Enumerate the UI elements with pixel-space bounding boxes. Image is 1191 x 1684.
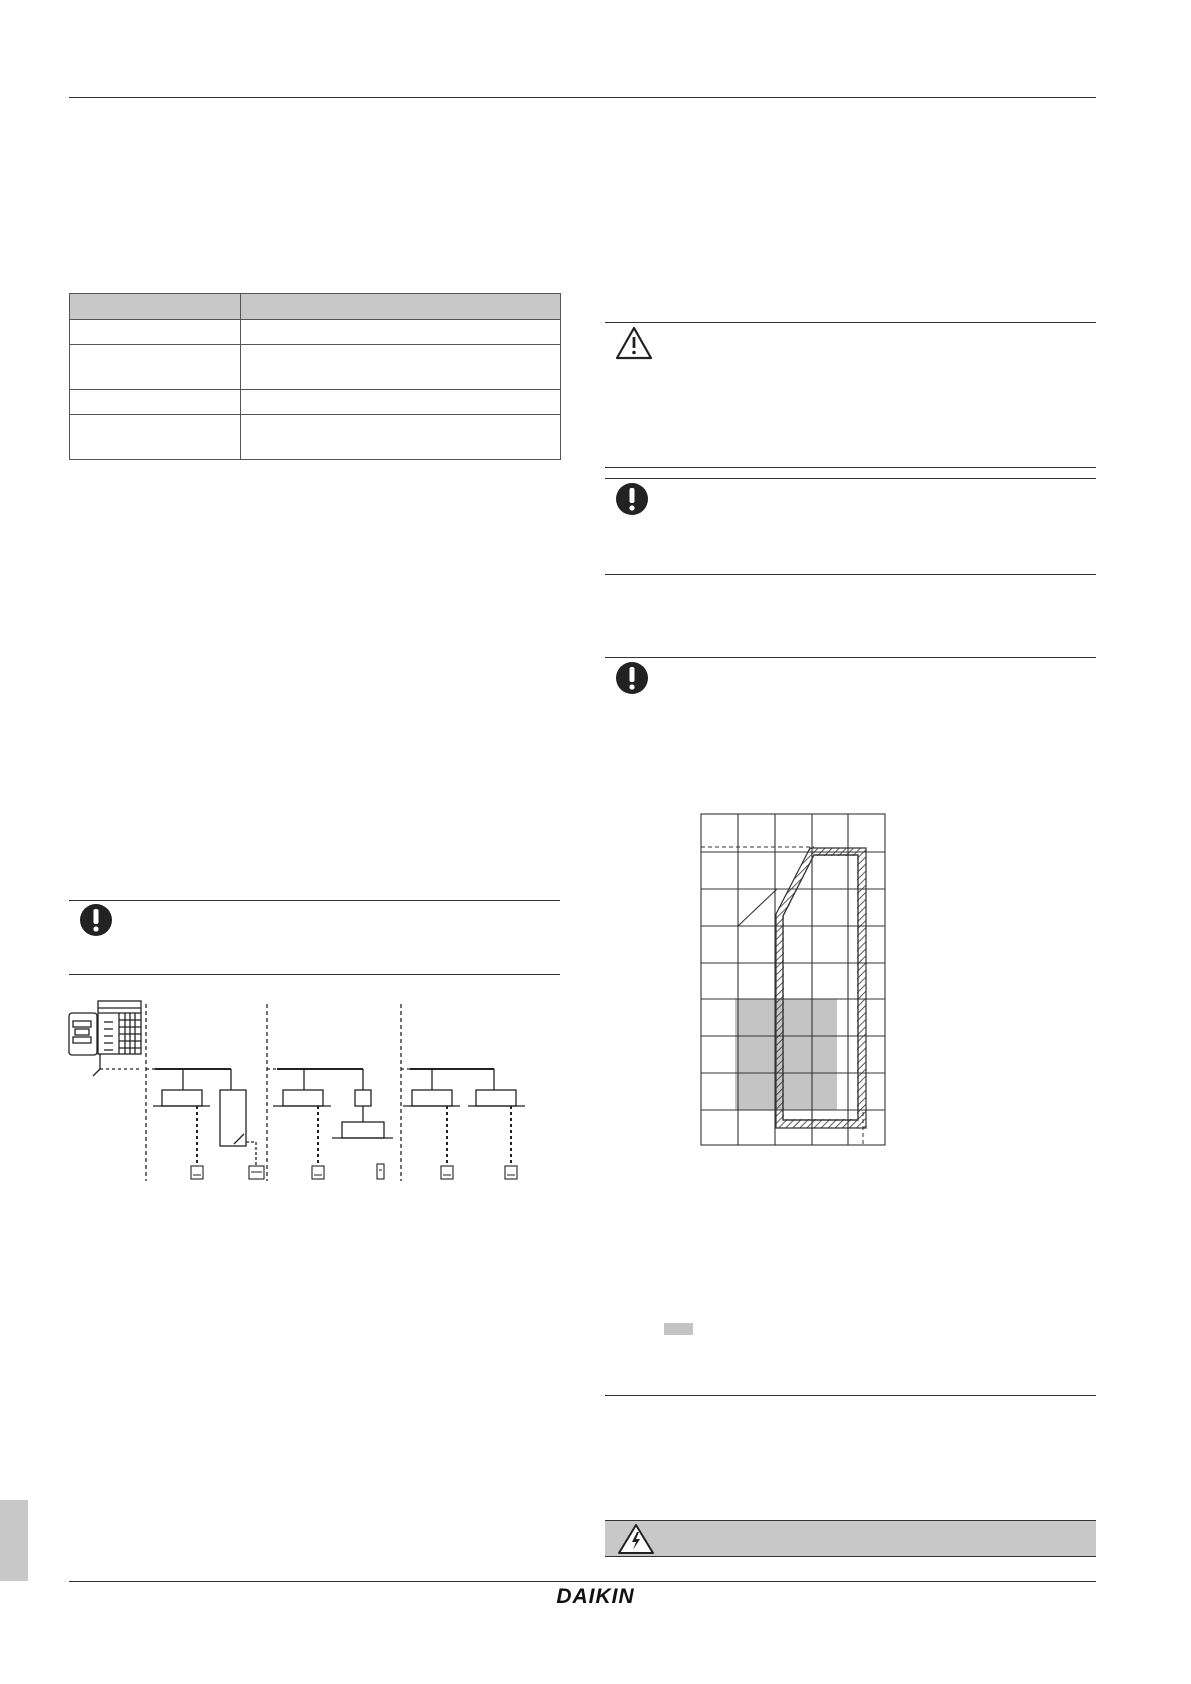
indoor-unit — [162, 1090, 202, 1106]
warning-box-top-rule — [605, 322, 1096, 323]
exclamation-circle-icon — [615, 660, 649, 696]
warning-box-bottom-rule — [605, 467, 1096, 468]
table-cell — [241, 415, 561, 460]
indoor-unit-tall — [220, 1090, 246, 1146]
remote-controller-icon — [312, 1166, 324, 1179]
table-row — [70, 390, 561, 415]
notice-box-bottom-rule — [605, 574, 1096, 575]
indoor-unit — [476, 1090, 516, 1106]
table-cell — [241, 320, 561, 345]
bs-box — [355, 1090, 371, 1106]
section-rule — [605, 1395, 1096, 1396]
indoor-unit — [283, 1090, 323, 1106]
shaded-area-legend-swatch — [664, 1323, 693, 1335]
table-cell — [70, 345, 241, 390]
wireless-remote-icon — [377, 1164, 384, 1179]
indoor-unit — [412, 1090, 452, 1106]
remote-controller-icon — [441, 1166, 453, 1179]
daikin-logo: DAIKIN — [556, 1585, 635, 1608]
notice-box-top-rule — [605, 478, 1096, 479]
notice-box-top-rule — [605, 657, 1096, 658]
chapter-side-tab — [0, 1500, 28, 1581]
remote-controller-icon — [505, 1166, 517, 1179]
table-cell — [70, 320, 241, 345]
table-header-cell — [70, 294, 241, 320]
notice-box-bottom-rule — [69, 974, 560, 975]
electric-hazard-icon — [617, 1523, 655, 1555]
spec-table — [69, 293, 561, 460]
table-header-cell — [241, 294, 561, 320]
warning-triangle-icon — [615, 326, 653, 360]
electrical-warning-bar — [605, 1520, 1096, 1557]
exclamation-circle-icon — [615, 481, 649, 517]
notice-box-top-rule — [69, 900, 560, 901]
system-wiring-diagram — [67, 996, 563, 1181]
table-row — [70, 320, 561, 345]
table-cell — [241, 345, 561, 390]
outdoor-unit — [69, 1013, 97, 1055]
exclamation-circle-icon — [79, 902, 113, 938]
table-cell — [70, 415, 241, 460]
header-rule — [69, 97, 1096, 98]
operation-range-diagram — [698, 812, 888, 1147]
indoor-unit — [342, 1122, 384, 1138]
remote-controller-icon — [191, 1166, 203, 1179]
table-cell — [241, 390, 561, 415]
table-row — [70, 415, 561, 460]
table-header-row — [70, 294, 561, 320]
footer-rule — [69, 1581, 1096, 1582]
table-cell — [70, 390, 241, 415]
table-row — [70, 345, 561, 390]
